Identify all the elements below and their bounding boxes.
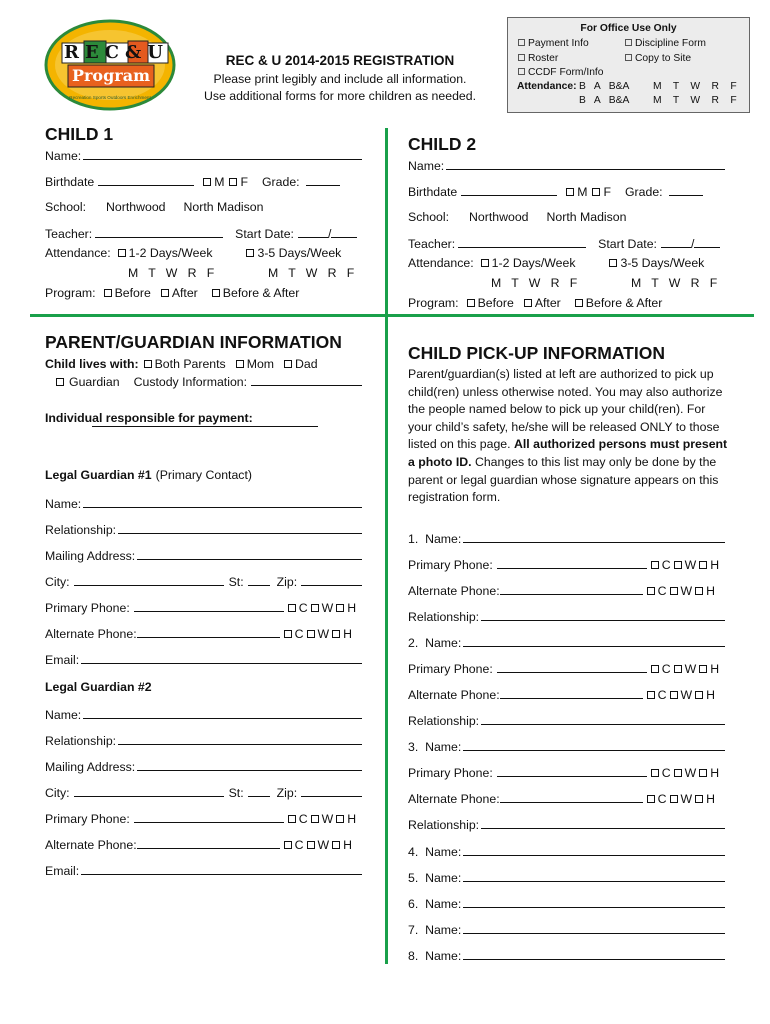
pickup3-name-field[interactable]: 3. Name: (408, 739, 725, 754)
phone-input[interactable] (500, 583, 643, 595)
phone-input[interactable] (497, 765, 647, 777)
work-checkbox[interactable] (674, 769, 682, 777)
home-checkbox[interactable] (332, 841, 340, 849)
g2-relationship-field[interactable]: Relationship: (45, 733, 362, 748)
phone-input[interactable] (134, 600, 284, 612)
logo-line1: REC&U (64, 42, 169, 63)
pickup3-primary-phone-row: Primary Phone: C W H (408, 766, 720, 780)
child2-title: CHILD 2 (408, 134, 477, 154)
payment-responsible-label: Individual responsible for payment: (45, 411, 253, 425)
grade-input[interactable] (306, 174, 340, 186)
child2-name-field[interactable]: Name: (408, 158, 725, 173)
start-month-input[interactable] (661, 236, 691, 248)
phone-input[interactable] (137, 837, 280, 849)
both-parents-checkbox[interactable] (144, 360, 152, 368)
cell-checkbox[interactable] (288, 815, 296, 823)
cell-checkbox[interactable] (284, 841, 292, 849)
cell-checkbox[interactable] (647, 691, 655, 699)
input-line[interactable] (463, 844, 725, 856)
attendance-12-checkbox[interactable] (118, 249, 126, 257)
input-line[interactable] (118, 522, 362, 534)
g1-city-row: City: St: Zip: (45, 574, 362, 589)
zip-input[interactable] (301, 785, 362, 797)
birthdate-input[interactable] (98, 174, 194, 186)
state-input[interactable] (248, 574, 270, 586)
office-ccdf[interactable]: CCDF Form/Info (518, 67, 604, 78)
checkbox[interactable] (518, 68, 525, 75)
vertical-divider (385, 128, 388, 964)
input-line[interactable] (481, 817, 725, 829)
office-use-box (507, 17, 750, 113)
input-line[interactable] (463, 531, 725, 543)
child1-birthdate-row: Birthdate M F Grade: (45, 174, 362, 189)
custody-input[interactable] (251, 374, 362, 386)
attendance-35-checkbox[interactable] (609, 259, 617, 267)
after-checkbox[interactable] (524, 299, 532, 307)
female-checkbox[interactable] (229, 178, 237, 186)
start-day-input[interactable] (331, 226, 357, 238)
pickup3-relationship-field[interactable]: Relationship: (408, 817, 725, 832)
work-checkbox[interactable] (674, 561, 682, 569)
input-line[interactable] (463, 635, 725, 647)
office-attendance-row1: B A B&A (579, 81, 630, 92)
input-line[interactable] (83, 148, 362, 160)
before-after-checkbox[interactable] (575, 299, 583, 307)
input-line[interactable] (463, 739, 725, 751)
child1-attendance-row: Attendance: 1-2 Days/Week 3-5 Days/Week (45, 246, 342, 260)
child2-attendance-row: Attendance: 1-2 Days/Week 3-5 Days/Week (408, 256, 705, 270)
work-checkbox[interactable] (311, 815, 319, 823)
home-checkbox[interactable] (695, 795, 703, 803)
school-north-madison[interactable]: North Madison (183, 200, 264, 214)
pickup6-name-field[interactable]: 6. Name: (408, 896, 725, 911)
pickup2-primary-phone-row: Primary Phone: C W H (408, 662, 720, 676)
input-line[interactable] (137, 548, 362, 560)
input-line[interactable] (118, 733, 362, 745)
home-checkbox[interactable] (699, 665, 707, 673)
teacher-input[interactable] (458, 236, 586, 248)
state-input[interactable] (248, 785, 270, 797)
input-line[interactable] (463, 922, 725, 934)
pickup1-relationship-field[interactable]: Relationship: (408, 609, 725, 624)
attendance-12-checkbox[interactable] (481, 259, 489, 267)
male-checkbox[interactable] (203, 178, 211, 186)
office-days-row2: M T W R F (653, 95, 737, 106)
parent-section-title: PARENT/GUARDIAN INFORMATION (45, 332, 342, 352)
logo-line2: Program (71, 66, 151, 85)
male-checkbox[interactable] (566, 188, 574, 196)
child1-program-row: Program: Before After Before & After (45, 286, 300, 300)
cell-checkbox[interactable] (284, 630, 292, 638)
before-checkbox[interactable] (467, 299, 475, 307)
school-northwood[interactable]: Northwood (106, 200, 166, 214)
office-attendance-row2: B A B&A (579, 95, 630, 106)
phone-input[interactable] (137, 626, 280, 638)
home-checkbox[interactable] (332, 630, 340, 638)
g2-email-field[interactable]: Email: (45, 863, 362, 878)
g1-primary-phone-row: Primary Phone: C W H (45, 601, 357, 615)
pickup2-alternate-phone-row: Alternate Phone: C W H (408, 688, 715, 702)
checkbox[interactable] (625, 54, 632, 61)
input-line[interactable] (481, 713, 725, 725)
child1-school-row: School: Northwood North Madison (45, 200, 264, 214)
home-checkbox[interactable] (699, 561, 707, 569)
mom-checkbox[interactable] (236, 360, 244, 368)
guardian2-title: Legal Guardian #2 (45, 680, 152, 694)
child1-title: CHILD 1 (45, 124, 114, 144)
phone-input[interactable] (497, 661, 647, 673)
child2-days-a: M T W R F (491, 276, 578, 290)
pickup1-alternate-phone-row: Alternate Phone: C W H (408, 584, 715, 598)
guardian-checkbox[interactable] (56, 378, 64, 386)
child2-school-row: School: Northwood North Madison (408, 210, 627, 224)
input-line[interactable] (137, 759, 362, 771)
zip-input[interactable] (301, 574, 362, 586)
child2-birthdate-row: Birthdate M F Grade: (408, 184, 725, 199)
before-checkbox[interactable] (104, 289, 112, 297)
input-line[interactable] (481, 609, 725, 621)
input-line[interactable] (463, 896, 725, 908)
g1-email-field[interactable]: Email: (45, 652, 362, 667)
child2-days-b: M T W R F (631, 276, 718, 290)
school-northwood[interactable]: Northwood (469, 210, 529, 224)
logo-ring-text: Recreation Sports Outdoors Enrichment (69, 95, 151, 100)
cell-checkbox[interactable] (651, 561, 659, 569)
pickup8-name-field[interactable]: 8. Name: (408, 948, 725, 963)
start-day-input[interactable] (694, 236, 720, 248)
home-checkbox[interactable] (695, 691, 703, 699)
pickup5-name-field[interactable]: 5. Name: (408, 870, 725, 885)
child1-days-b: M T W R F (268, 266, 355, 280)
before-after-checkbox[interactable] (212, 289, 220, 297)
phone-input[interactable] (497, 557, 647, 569)
cell-checkbox[interactable] (288, 604, 296, 612)
input-line[interactable] (446, 158, 725, 170)
rec-u-logo (44, 19, 176, 111)
horizontal-divider (30, 314, 754, 317)
g1-relationship-field[interactable]: Relationship: (45, 522, 362, 537)
input-line[interactable] (463, 948, 725, 960)
office-attendance-label: Attendance: (517, 81, 577, 92)
child1-teacher-row: Teacher: Start Date: / (45, 226, 362, 241)
work-checkbox[interactable] (311, 604, 319, 612)
office-copy-to-site[interactable]: Copy to Site (625, 53, 691, 64)
office-payment-info[interactable]: Payment Info (518, 38, 589, 49)
pickup2-relationship-field[interactable]: Relationship: (408, 713, 725, 728)
work-checkbox[interactable] (670, 691, 678, 699)
input-line[interactable] (83, 496, 362, 508)
guardian1-title: Legal Guardian #1 (Primary Contact) (45, 468, 252, 482)
pickup1-primary-phone-row: Primary Phone: C W H (408, 558, 720, 572)
work-checkbox[interactable] (670, 587, 678, 595)
phone-input[interactable] (500, 791, 643, 803)
child1-name-field[interactable]: Name: (45, 148, 362, 163)
female-checkbox[interactable] (592, 188, 600, 196)
pickup-instructions: Parent/guardian(s) listed at left are authorized to pick up child(ren) unless otherwise noted. You may also authorize the people named below to pick up your child(ren). For your child’s safety, he/she will be released ONLY to those listed on this page. All authorized persons must present a photo ID. Changes to this list may only be done by the parent or legal guardian whose signature appears on this registration form. (408, 367, 728, 505)
g1-alternate-phone-row: Alternate Phone: C W H (45, 627, 352, 641)
g2-name-field[interactable]: Name: (45, 707, 362, 722)
office-roster[interactable]: Roster (518, 53, 558, 64)
pickup-section-title: CHILD PICK-UP INFORMATION (408, 343, 665, 363)
city-input[interactable] (74, 785, 224, 797)
phone-input[interactable] (500, 687, 643, 699)
input-line[interactable] (463, 870, 725, 882)
attendance-35-checkbox[interactable] (246, 249, 254, 257)
dad-checkbox[interactable] (284, 360, 292, 368)
teacher-input[interactable] (95, 226, 223, 238)
birthdate-input[interactable] (461, 184, 557, 196)
g1-name-field[interactable]: Name: (45, 496, 362, 511)
checkbox[interactable] (518, 39, 525, 46)
child1-days-a: M T W R F (128, 266, 215, 280)
phone-input[interactable] (134, 811, 284, 823)
pickup7-name-field[interactable]: 7. Name: (408, 922, 725, 937)
office-title: For Office Use Only (580, 23, 677, 34)
header-line2: Use additional forms for more children as needed. (203, 89, 477, 103)
child2-teacher-row: Teacher: Start Date: / (408, 236, 725, 251)
work-checkbox[interactable] (307, 841, 315, 849)
header-line1: Please print legibly and include all information. (213, 72, 467, 86)
cell-checkbox[interactable] (647, 587, 655, 595)
work-checkbox[interactable] (307, 630, 315, 638)
office-discipline-form[interactable]: Discipline Form (625, 38, 706, 49)
g2-city-row: City: St: Zip: (45, 785, 362, 800)
grade-input[interactable] (669, 184, 703, 196)
form-title: REC & U 2014-2015 REGISTRATION (225, 53, 455, 68)
office-days-row1: M T W R F (653, 81, 737, 92)
pickup4-name-field[interactable]: 4. Name: (408, 844, 725, 859)
home-checkbox[interactable] (695, 587, 703, 595)
child2-program-row: Program: Before After Before & After (408, 296, 663, 310)
checkbox[interactable] (518, 54, 525, 61)
guardian-custody-row: Guardian Custody Information: (55, 374, 362, 389)
cell-checkbox[interactable] (651, 665, 659, 673)
payment-responsible-input[interactable] (92, 426, 318, 427)
g2-primary-phone-row: Primary Phone: C W H (45, 812, 357, 826)
after-checkbox[interactable] (161, 289, 169, 297)
input-line[interactable] (81, 863, 362, 875)
lives-with-row: Child lives with: Both Parents Mom Dad (45, 357, 318, 371)
cell-checkbox[interactable] (651, 769, 659, 777)
work-checkbox[interactable] (674, 665, 682, 673)
g2-alternate-phone-row: Alternate Phone: C W H (45, 838, 352, 852)
pickup1-name-field[interactable]: 1. Name: (408, 531, 725, 546)
input-line[interactable] (83, 707, 362, 719)
home-checkbox[interactable] (699, 769, 707, 777)
pickup2-name-field[interactable]: 2. Name: (408, 635, 725, 650)
g1-mailing-field[interactable]: Mailing Address: (45, 548, 362, 563)
work-checkbox[interactable] (670, 795, 678, 803)
city-input[interactable] (74, 574, 224, 586)
school-north-madison[interactable]: North Madison (546, 210, 627, 224)
checkbox[interactable] (625, 39, 632, 46)
home-checkbox[interactable] (336, 815, 344, 823)
pickup3-alternate-phone-row: Alternate Phone: C W H (408, 792, 715, 806)
input-line[interactable] (81, 652, 362, 664)
cell-checkbox[interactable] (647, 795, 655, 803)
g2-mailing-field[interactable]: Mailing Address: (45, 759, 362, 774)
home-checkbox[interactable] (336, 604, 344, 612)
start-month-input[interactable] (298, 226, 328, 238)
